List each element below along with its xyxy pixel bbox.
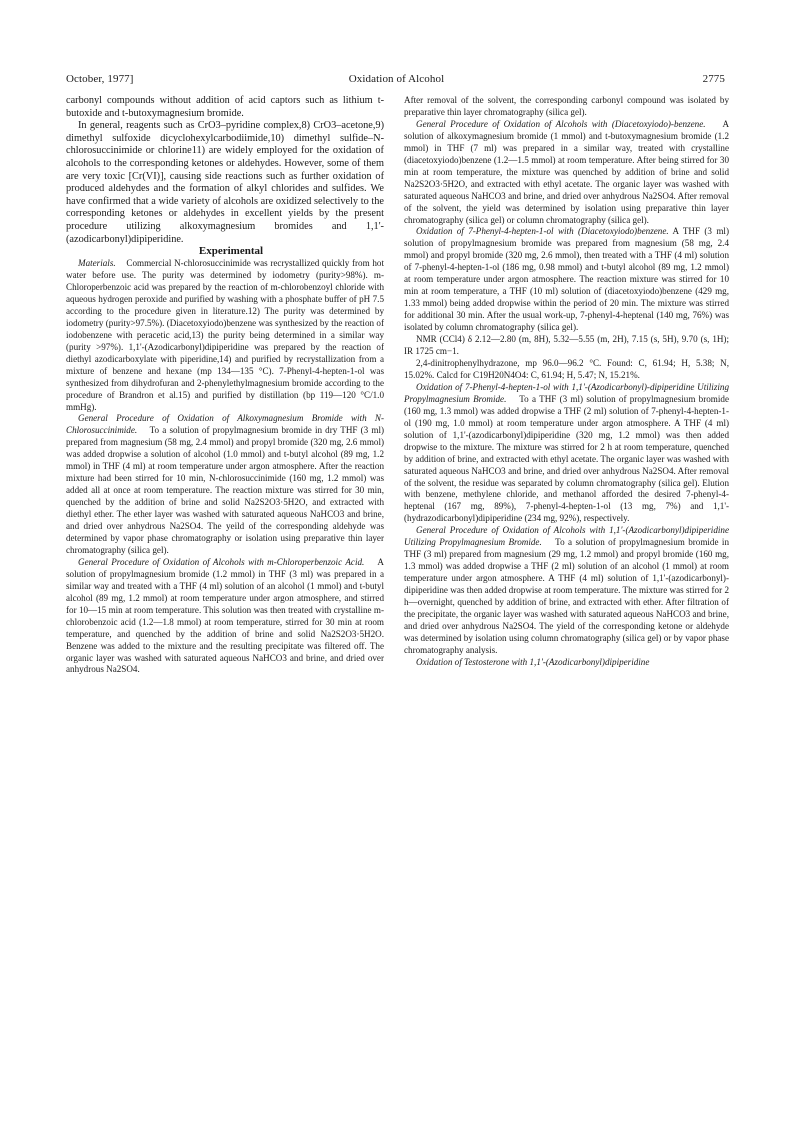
general-procedure-azodicarbonyl-heading: General Procedure of Oxidation of Alcohols with 1,1'-(Azodicarbonyl)dipiperidine Utilizing Propylmagnesium Bromide. <box>404 525 729 548</box>
paragraph-intro-end: carbonyl compounds without addition of acid captors such as lithium t-butoxide and t-butoxymagnesium bromide. <box>66 95 384 119</box>
right-column <box>404 95 729 669</box>
paragraph-materials <box>66 258 384 413</box>
oxidation-phenylheptenol-azodicarbonyl-text: To a THF (3 ml) solution of propylmagnesium bromide (160 mg, 1.3 mmol) was added dropwise a THF (2 ml) solution of 7-phenyl-4-hepten-1-ol (190 mg, 1.0 mmol) at room temperature under argon atmosphere. A THF (4 ml) solution of 1,1'-(azodicarbonyl)dipiperidine (320 mg, 1.2 mmol) was then added dropwise to the mixture. The mixture was stirred for 2 h at room temperature, quenched by addition of brine, and extracted with ethyl acetate. The organic layer was washed with saturated aqueous NaHCO3 and brine, and dried over anhydrous Na2SO4. After removal of the solvent, the residue was separated by column chromatography (silica gel). Elution with benzene, methylene chloride, and methanol afforded the desired 7-phenyl-4-heptenal (167 mg, 89%), 7-phenyl-4-hepten-1-ol (13 mg, 7%) and 1,1'-(hydrazodicarbonyl)dipiperidine (234 mg, 92%), respectively. <box>404 393 729 524</box>
oxidation-testosterone-heading: Oxidation of Testosterone with 1,1'-(Azodicarbonyl)dipiperidine <box>416 656 650 667</box>
paragraph-reagents: In general, reagents such as CrO3–pyridine complex,8) CrO3–acetone,9) dimethyl sulfoxide dicyclohexylcarbodiimide,10) dimethyl sulfide–N-chlorosuccinimide or chlorine11) are widely employed for the oxidation of alcohols to the corresponding ketones or aldehydes. However, some of them are very toxic [Cr(VI)], causing side reactions such as further oxidation of produced aldehydes and the formation of alkyl chlorides and sulfides. We have confirmed that a wide variety of alcohols are oxidized selectively to the corresponding ketones or aldehydes in excellent yields by the present procedure utilizing alkoxymagnesium bromides and 1,1'-(azodicarbonyl)dipiperidine. <box>66 120 384 245</box>
general-procedure-diacetoxyiodo-heading: General Procedure of Oxidation of Alcohols with (Diacetoxyiodo)-benzene. <box>416 118 706 129</box>
general-procedure-azodicarbonyl-text: To a solution of propylmagnesium bromide in THF (3 ml) prepared from magnesium (29 mg, 1.2 mmol) and propyl bromide (160 mg, 1.3 mmol) was added dropwise a THF (2 ml) solution of an alcohol (1 mmol) at room temperature under argon atmosphere. A THF (4 ml) solution of 1,1'-(azodicarbonyl)-dipiperidine was then added dropwise at room temperature. The mixture was stirred for 2 h—overnight, quenched by addition of brine, and extracted with ether. After filtration of the precipitate, the organic layer was washed with saturated aqueous NaHCO3 and brine, and dried over anhydrous Na2SO4. The yield of the corresponding ketone or aldehyde was determined by isolation using column chromatography (silica gel) or by vapor phase chromatography analysis. <box>404 537 729 655</box>
paragraph-general-procedure-diacetoxyiodo <box>404 119 729 227</box>
general-procedure-mcpba-heading: General Procedure of Oxidation of Alcohols with m-Chloroperbenzoic Acid. <box>78 556 365 567</box>
section-title-experimental: Experimental <box>198 245 264 258</box>
paragraph-general-procedure-azodicarbonyl <box>404 525 729 656</box>
oxidation-phenylheptenol-azodicarbonyl-heading: Oxidation of 7-Phenyl-4-hepten-1-ol with 1,1'-(Azodicarbonyl)-dipiperidine Utilizing Propylmagnesium Bromide. <box>404 381 729 404</box>
header-running-title: Oxidation of Alcohol <box>348 73 445 85</box>
paragraph-oxidation-testosterone <box>404 657 729 669</box>
paragraph-nmr-data: NMR (CCl4) δ 2.12—2.80 (m, 8H), 5.32—5.55 (m, 2H), 7.15 (s, 5H), 9.70 (s, 1H); IR 1725 cm−1. <box>404 334 729 357</box>
general-procedure-ncs-text: To a solution of propylmagnesium bromide in dry THF (3 ml) prepared from magnesium (58 mg, 2.4 mmol) and propyl bromide (320 mg, 2.6 mmol) was added dropwise a solution of alcohol (1.0 mmol) and t-butyl alcohol (89 mg, 1.2 mmol) in THF (4 ml) at room temperature under argon atmosphere. After the reaction mixture had been stirred for 10 min, N-chlorosuccinimide (160 mg, 1.2 mmol) was added all at once at room temperature. The reaction mixture was stirred for 30 min, quenched by the addition of brine and solid Na2S2O3·5H2O, and extracted with diethyl ether. The ether layer was washed with saturated aqueous NaHCO3 and brine, and dried over anhydrous Na2SO4. The yeild of the corresponding aldehyde was determined by vapor phase chromatography or isolation using preparative thin layer chromatography (silica gel). <box>66 425 384 555</box>
oxidation-phenylheptenol-diacetoxyiodo-heading: Oxidation of 7-Phenyl-4-hepten-1-ol with (Diacetoxyiodo)benzene. <box>416 226 669 237</box>
paragraph-oxidation-phenylheptenol-azodicarbonyl <box>404 382 729 525</box>
materials-text: Commercial N-chlorosuccinimide was recrystallized quickly from hot water before use. The purity was determined by iodometry (purity>98%). m-Chloroperbenzoic acid was prepared by the reaction of m-chlorobenzoyl chloride with aqueous hydrogen peroxide and purified by washing with a phosphate buffer of pH 7.5 according to the procedure given in literature.12) The purity was determined by iodometry (purity>97.5%). (Diacetoxyiodo)benzene was synthesized by the reaction of iodobenzene with peracetic acid,13) the purity being determined in a similar way (purity >97%). 1,1'-(Azodicarbonyl)dipiperidine was prepared by the reaction of diethyl azodicarboxylate with piperidine,14) and purified by recrystallization from a mixture of benzene and hexane (mp 134—135 °C). 7-Phenyl-4-hepten-1-ol was synthesized from dihydrofuran and 2-phenylethylmagnesium bromide according to the procedure of Brandron et al.15) and purified by distillation (bp 119—120 °C/1.0 mmHg). <box>66 258 384 412</box>
left-column <box>66 95 384 676</box>
header-date: October, 1977] <box>66 73 134 85</box>
oxidation-phenylheptenol-diacetoxyiodo-text: A THF (3 ml) solution of propylmagnesium bromide was prepared from magnesium (58 mg, 2.4 mmol) and propyl bromide (320 mg, 2.6 mmol), then treated with a THF (4 ml) solution of 7-phenyl-4-hepten-1-ol (186 mg, 0.98 mmol) and t-butyl alcohol (89 mg, 1.2 mmol) at room temperature under argon atmosphere. The reaction mixture was stirred for 10 min at room temperature, a THF (10 ml) solution of (diacetoxyiodo)benzene (429 mg, 1.33 mmol) being added dropwise within the period of 20 min. The mixture was stirred for additional 30 min. After the usual work-up, 7-phenyl-4-heptenal (140 mg, 76%) was isolated by column chromatography (silica gel). <box>404 226 729 333</box>
paragraph-oxidation-phenylheptenol-diacetoxyiodo <box>404 226 729 334</box>
materials-heading: Materials. <box>78 258 116 269</box>
header-page-number: 2775 <box>702 73 725 85</box>
paragraph-general-procedure-ncs <box>66 413 384 556</box>
general-procedure-ncs-heading: General Procedure of Oxidation of Alkoxymagnesium Bromide with N-Chlorosuccinimide. <box>66 413 384 436</box>
paragraph-continuation: After removal of the solvent, the corresponding carbonyl compound was isolated by preparative thin layer chromatography (silica gel). <box>404 95 729 117</box>
paragraph-general-procedure-mcpba <box>66 557 384 677</box>
general-procedure-mcpba-text: A solution of propylmagnesium bromide (1.2 mmol) in THF (3 ml) was prepared in a similar way and treated with a THF (4 ml) solution of an alcohol (1 mmol) and t-butyl alcohol (89 mg, 1.2 mmol) at room temperature under argon atmosphere, and stirred for 10—15 min at room temperature. This solution was then treated with crystalline m-chlorobenzoic acid (1.2—1.8 mmol) at room temperature, stirred for 30 min at room temperature, and quenched by the addition of brine and solid Na2S2O3·5H2O. Benzene was added to the mixture and the resulting precipitate was filtered off. The organic layer was washed with saturated aqueous NaHCO3 and brine, and dried over anhydrous Na2SO4. <box>66 556 384 675</box>
paragraph-dnp-analysis: 2,4-dinitrophenylhydrazone, mp 96.0—96.2 °C. Found: C, 61.94; H, 5.38; N, 15.02%. Calcd for C19H20N4O4: C, 61.94; H, 5.47; N, 15.21%. <box>404 357 729 380</box>
general-procedure-diacetoxyiodo-text: A solution of alkoxymagnesium bromide (1 mmol) and t-butoxymagnesium bromide (1.2 mmol) in THF (7 ml) was prepared in a similar way, treated with crystalline (diacetoxyiodo)benzene (1.2—1.5 mmol) at room temperature. After being stirred for 30 min at room temperature, the mixture was quenched by addition of brine and solid Na2S2O3·5H2O, and extracted with ethyl acetate. The organic layer was washed with saturated aqueous NaHCO3 and brine, and dried over anhydrous Na2SO4. After removal of the solvent, the yield was determined by isolation using preparative thin layer chromatography (silica gel) or column chromatography (silica gel). <box>404 118 730 225</box>
